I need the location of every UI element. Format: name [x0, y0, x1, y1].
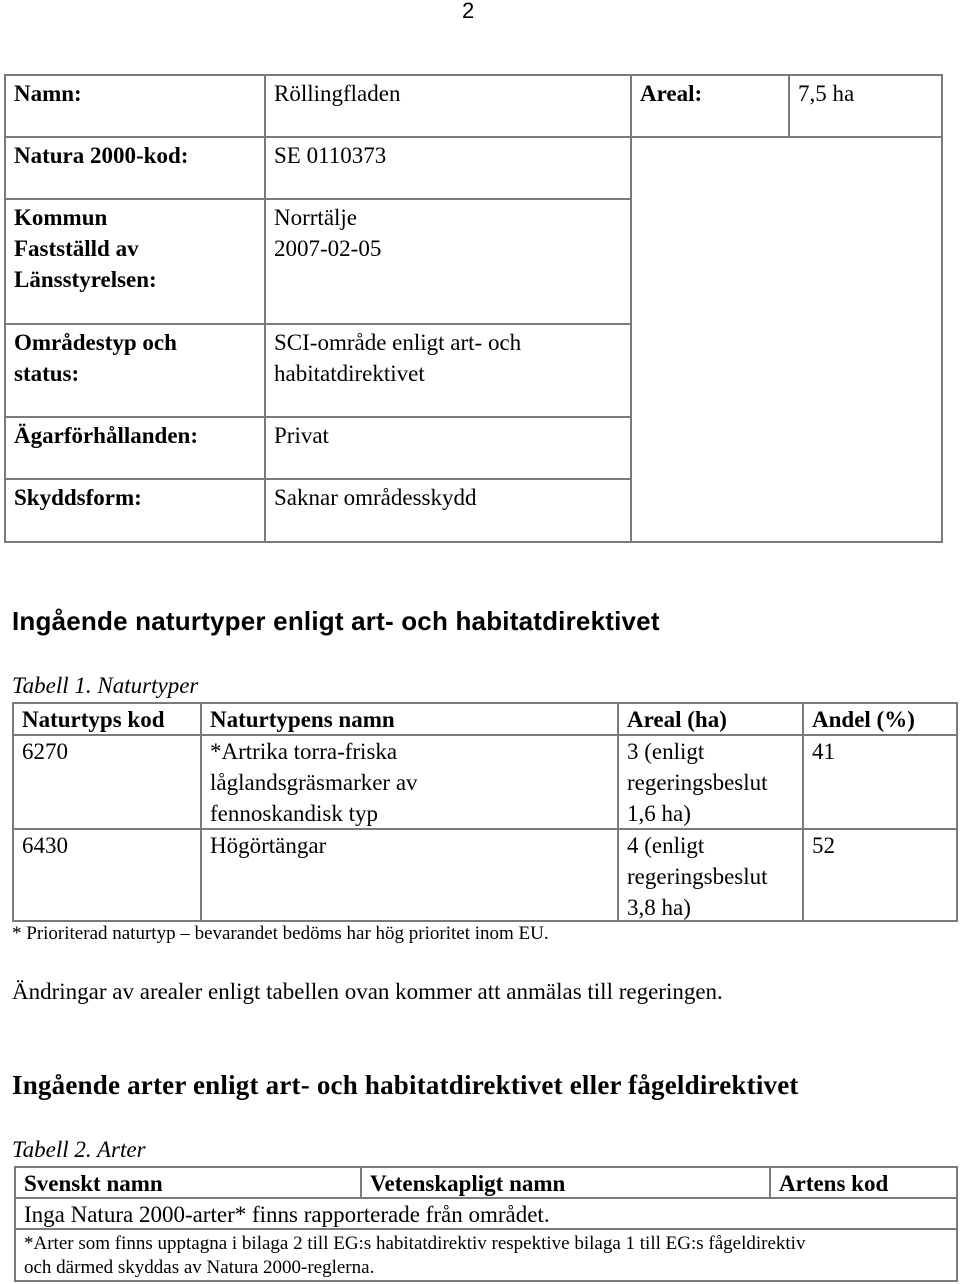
table1-naturtyper	[12, 702, 958, 922]
table1-row2-area	[617, 828, 804, 922]
name-label: Namn:	[4, 74, 266, 138]
table1-row1-area	[617, 734, 804, 830]
table1-header-area: Areal (ha)	[617, 702, 804, 736]
omradestyp-value-line1: SCI-område enligt art- och	[274, 330, 522, 355]
kommun-faststalld-label	[4, 198, 266, 325]
faststalld-label-line2: Länsstyrelsen:	[14, 267, 157, 292]
table2-header-scientific: Vetenskapligt namn	[360, 1166, 771, 1199]
table1-row2-name-line1: Högörtängar	[210, 833, 327, 858]
agar-label: Ägarförhållanden:	[4, 416, 266, 480]
kommun-label: Kommun	[14, 205, 108, 230]
table1-row2-share: 52	[802, 828, 958, 922]
omradestyp-label	[4, 323, 266, 418]
name-value: Röllingfladen	[264, 74, 632, 138]
table1-footnote: * Prioriterad naturtyp – bevarandet bedöms har hög prioritet inom EU.	[12, 923, 549, 944]
section1-heading: Ingående naturtyper enligt art- och habitatdirektivet	[12, 606, 660, 636]
faststalld-label-line1: Fastställd av	[14, 236, 139, 261]
table1-row2-code: 6430	[12, 828, 202, 922]
table2-arter	[14, 1166, 958, 1282]
table1-row1-area-line2: regeringsbeslut	[627, 770, 768, 795]
omradestyp-value	[264, 323, 632, 418]
table1-row2-area-line1: 4 (enligt	[627, 833, 705, 858]
table2-header-code: Artens kod	[769, 1166, 958, 1199]
natura-code-value: SE 0110373	[264, 136, 632, 200]
table1-row1-name	[200, 734, 619, 830]
table1-header-share: Andel (%)	[802, 702, 958, 736]
area-value: 7,5 ha	[788, 74, 943, 138]
table2-header-swedish: Svenskt namn	[14, 1166, 362, 1199]
omradestyp-label-line2: status:	[14, 361, 80, 386]
omradestyp-label-line1: Områdestyp och	[14, 330, 177, 355]
site-info-table	[4, 74, 943, 543]
agar-value: Privat	[264, 416, 632, 480]
table1-row1-area-line1: 3 (enligt	[627, 739, 705, 764]
table1-row1-name-line3: fennoskandisk typ	[210, 801, 379, 826]
table2-footnote-line1: *Arter som finns upptagna i bilaga 2 till EG:s habitatdirektiv respektive bilaga 1 till EG:s fågeldirektiv	[24, 1233, 806, 1254]
kommun-faststalld-value	[264, 198, 632, 325]
kommun-value: Norrtälje	[274, 205, 358, 230]
table1-row1-name-line2: låglandsgräsmarker av	[210, 770, 418, 795]
skydd-label: Skyddsform:	[4, 478, 266, 543]
skydd-value: Saknar områdesskydd	[264, 478, 632, 543]
table1-row2-area-line2: regeringsbeslut	[627, 864, 768, 889]
table2-row: Inga Natura 2000-arter* finns rapporterade från området.	[14, 1197, 958, 1230]
table1-row1-share: 41	[802, 734, 958, 830]
area-label: Areal:	[630, 74, 790, 138]
table1-row2-area-line3: 3,8 ha)	[627, 895, 691, 920]
page-number: 2	[462, 0, 475, 23]
table1-row1-name-line1: *Artrika torra-friska	[210, 739, 398, 764]
natura-code-label: Natura 2000-kod:	[4, 136, 266, 200]
table1-row2-name	[200, 828, 619, 922]
table2-footnote-line2: och därmed skyddas av Natura 2000-reglerna.	[24, 1257, 375, 1278]
table1-header-code: Naturtyps kod	[12, 702, 202, 736]
table1-row1-area-line3: 1,6 ha)	[627, 801, 691, 826]
table2-footnote	[14, 1228, 958, 1282]
table1-caption: Tabell 1. Naturtyper	[12, 673, 199, 698]
table2-caption: Tabell 2. Arter	[12, 1137, 146, 1162]
table1-row1-code: 6270	[12, 734, 202, 830]
table1-header-name: Naturtypens namn	[200, 702, 619, 736]
empty-cell	[630, 136, 943, 543]
omradestyp-value-line2: habitatdirektivet	[274, 361, 425, 386]
section2-heading: Ingående arter enligt art- och habitatdirektivet eller fågeldirektivet	[12, 1070, 799, 1100]
table1-paragraph: Ändringar av arealer enligt tabellen ovan kommer att anmälas till regeringen.	[12, 979, 723, 1004]
faststalld-value: 2007-02-05	[274, 236, 382, 261]
